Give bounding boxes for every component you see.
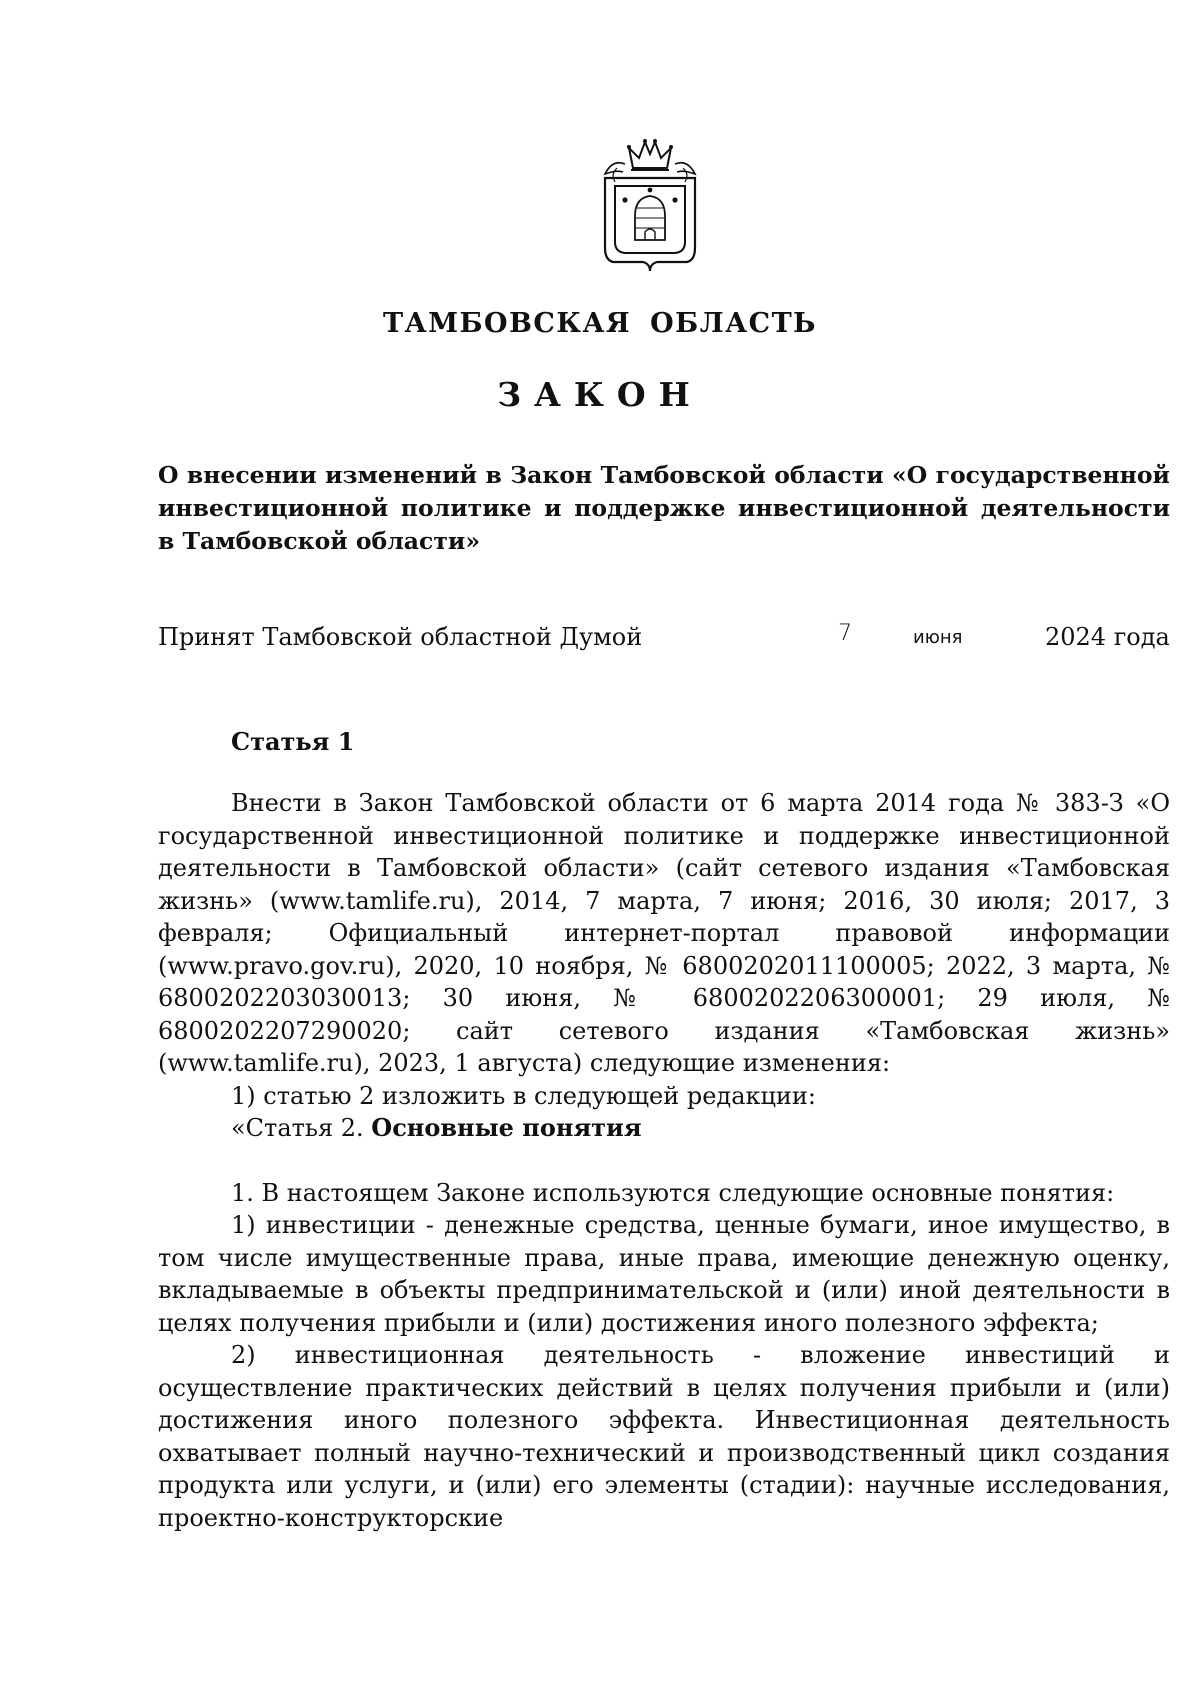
new-article-heading: [158, 1112, 1170, 1145]
new-article-prefix: «Статья 2.: [231, 1114, 372, 1142]
amendment-intro: Внести в Закон Тамбовской области от 6 марта 2014 года № 383-З «О государственной инвестиционной политике и поддержке инвестиционной деятельности в Тамбовской области» (сайт сетевого издания «Тамбовская жизнь» (www.tamlife.ru), 2014, 7 марта, 7 июня; 2016, 30 июля; 2017, 3 февраля; Официальный интернет-портал правовой информации (www.pravo.gov.ru), 2020, 10 ноября, № 6800202011100005; 2022, 3 марта, № 6800202203030013; 30 июня, № 6800202206300001; 29 июля, № 6800202207290020; сайт сетевого издания «Тамбовская жизнь» (www.tamlife.ru), 2023, 1 августа) следующие изменения:: [158, 789, 1170, 1077]
paragraph-gap: [158, 1145, 1170, 1177]
new-article-title: Основные понятия: [371, 1113, 642, 1142]
definition-investment-activity: 2) инвестиционная деятельность - вложение инвестиций и осуществление практических действий в целях получения прибыли и (или) достижения иного полезного эффекта. Инвестиционная деятельность охватывает полный научно-технический и производственный цикл создания продукта или услуги, и (или) его элементы (стадии): научные исследования, проектно-конструкторские: [158, 1341, 1170, 1532]
document-title: О внесении изменений в Закон Тамбовской области «О государственной инвестиционной политике и поддержке инвестиционной деятельности в Тамбовской области»: [158, 461, 1170, 555]
adoption-month: июня: [913, 627, 963, 648]
adoption-day: 7: [838, 621, 852, 646]
amendment-item-1: 1) статью 2 изложить в следующей редакции:: [231, 1081, 817, 1110]
article-body: [158, 787, 1170, 1534]
definitions-intro: 1. В настоящем Законе используются следующие основные понятия:: [231, 1178, 1115, 1207]
document-type: ЗАКОН: [497, 375, 703, 414]
adoption-label: Принят Тамбовской областной Думой: [158, 623, 643, 651]
article-heading: Статья 1: [231, 727, 355, 756]
definition-investments: 1) инвестиции - денежные средства, ценные бумаги, иное имущество, в том числе имущественные права, иные права, имеющие денежную оценку, вкладываемые в объекты предпринимательской и (или) иной деятельности в целях получения прибыли и (или) достижения иного полезного эффекта;: [158, 1211, 1170, 1337]
region-name: ТАМБОВСКАЯ ОБЛАСТЬ: [383, 308, 817, 339]
coat-of-arms-icon: [595, 138, 705, 273]
adoption-year: 2024 года: [1045, 623, 1170, 651]
